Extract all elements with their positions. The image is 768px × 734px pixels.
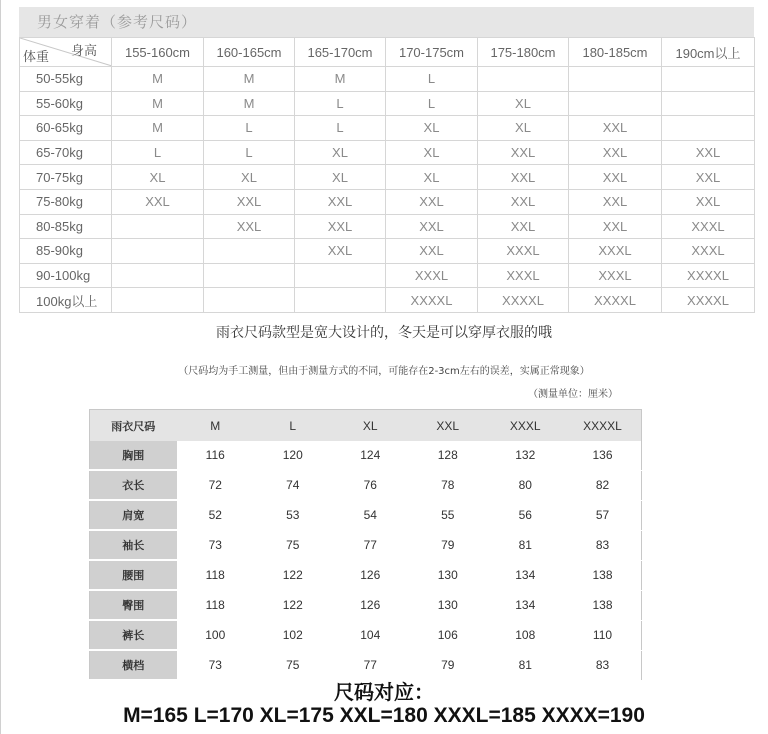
measurement-value: 78 bbox=[409, 470, 487, 500]
measurement-label: 横档 bbox=[90, 650, 177, 680]
size-cell: XXL bbox=[569, 165, 662, 190]
size-cell: XXL bbox=[204, 189, 295, 214]
size-cell: XL bbox=[386, 116, 478, 141]
table-row bbox=[20, 239, 755, 264]
measurement-value: 74 bbox=[254, 470, 332, 500]
measurement-label: 裤长 bbox=[90, 620, 177, 650]
size-recommendation-table bbox=[19, 37, 755, 313]
size-cell bbox=[112, 214, 204, 239]
size-cell: XXL bbox=[386, 239, 478, 264]
size-cell: XXXL bbox=[478, 239, 569, 264]
weight-label: 90-100kg bbox=[20, 263, 112, 288]
size-cell: XL bbox=[386, 140, 478, 165]
measurement-value: 55 bbox=[409, 500, 487, 530]
measurement-value: 108 bbox=[487, 620, 565, 650]
table-row bbox=[20, 140, 755, 165]
height-header: 170-175cm bbox=[386, 38, 478, 67]
size-header: L bbox=[254, 410, 332, 442]
fit-note: 雨衣尺码款型是宽大设计的，冬天是可以穿厚衣服的哦 bbox=[216, 325, 552, 341]
table-row bbox=[20, 189, 755, 214]
weight-label: 80-85kg bbox=[20, 214, 112, 239]
size-cell: M bbox=[112, 67, 204, 92]
measurement-value: 102 bbox=[254, 620, 332, 650]
measurement-value: 80 bbox=[487, 470, 565, 500]
measurement-value: 53 bbox=[254, 500, 332, 530]
measurement-value: 106 bbox=[409, 620, 487, 650]
measurement-value: 116 bbox=[177, 441, 255, 470]
weight-label: 60-65kg bbox=[20, 116, 112, 141]
measurement-value: 126 bbox=[332, 590, 410, 620]
measurement-row bbox=[90, 530, 642, 560]
weight-axis-label: 体重 bbox=[23, 49, 50, 64]
size-cell: XXXL bbox=[662, 239, 755, 264]
measurement-label: 臀围 bbox=[90, 590, 177, 620]
table-row bbox=[20, 116, 755, 141]
corner-cell bbox=[20, 38, 112, 67]
size-cell bbox=[204, 288, 295, 313]
measurement-value: 100 bbox=[177, 620, 255, 650]
size-cell: L bbox=[295, 91, 386, 116]
measurement-label: 腰围 bbox=[90, 560, 177, 590]
size-cell: M bbox=[204, 67, 295, 92]
size-cell: XXXXL bbox=[662, 288, 755, 313]
size-cell: XXL bbox=[478, 189, 569, 214]
size-cell bbox=[662, 116, 755, 141]
measurement-value: 110 bbox=[564, 620, 642, 650]
size-cell: M bbox=[112, 116, 204, 141]
size-cell: XXXXL bbox=[478, 288, 569, 313]
measurement-value: 82 bbox=[564, 470, 642, 500]
table-row bbox=[20, 288, 755, 313]
size-cell bbox=[112, 288, 204, 313]
measurement-label: 衣长 bbox=[90, 470, 177, 500]
size-cell: XL bbox=[112, 165, 204, 190]
weight-label: 85-90kg bbox=[20, 239, 112, 264]
measurement-disclaimer: （尺码均为手工测量，但由于测量方式的不同，可能存在2-3cm左右的误差，实属正常现象） bbox=[178, 366, 590, 377]
measurement-value: 124 bbox=[332, 441, 410, 470]
size-cell bbox=[112, 239, 204, 264]
unit-note: （测量单位：厘米） bbox=[528, 389, 618, 400]
weight-label: 55-60kg bbox=[20, 91, 112, 116]
measurement-value: 104 bbox=[332, 620, 410, 650]
size-cell: L bbox=[112, 140, 204, 165]
measurement-value: 73 bbox=[177, 650, 255, 680]
size-cell bbox=[478, 67, 569, 92]
size-cell bbox=[204, 263, 295, 288]
size-cell: XXL bbox=[295, 189, 386, 214]
size-header-row bbox=[90, 410, 642, 442]
measurement-label: 肩宽 bbox=[90, 500, 177, 530]
size-cell bbox=[569, 67, 662, 92]
size-cell: XXXXL bbox=[569, 288, 662, 313]
size-cell: XXL bbox=[478, 140, 569, 165]
measurement-row bbox=[90, 620, 642, 650]
measurement-value: 72 bbox=[177, 470, 255, 500]
size-cell: XXXL bbox=[569, 263, 662, 288]
measurement-value: 79 bbox=[409, 530, 487, 560]
measurement-value: 118 bbox=[177, 560, 255, 590]
size-header: XXXL bbox=[487, 410, 565, 442]
measurement-value: 83 bbox=[564, 650, 642, 680]
size-cell: XXL bbox=[662, 189, 755, 214]
measurement-value: 126 bbox=[332, 560, 410, 590]
measurement-row bbox=[90, 441, 642, 470]
size-cell: L bbox=[386, 91, 478, 116]
measurement-row bbox=[90, 590, 642, 620]
size-cell: XXL bbox=[295, 214, 386, 239]
size-header: M bbox=[177, 410, 255, 442]
size-cell: M bbox=[204, 91, 295, 116]
measurement-value: 81 bbox=[487, 530, 565, 560]
size-cell: XXL bbox=[569, 189, 662, 214]
height-header: 155-160cm bbox=[112, 38, 204, 67]
size-cell: L bbox=[204, 116, 295, 141]
raincoat-measurement-table bbox=[89, 409, 642, 681]
size-cell: L bbox=[386, 67, 478, 92]
size-cell: XL bbox=[295, 140, 386, 165]
measurement-value: 120 bbox=[254, 441, 332, 470]
measurement-value: 79 bbox=[409, 650, 487, 680]
measurement-value: 134 bbox=[487, 560, 565, 590]
size-cell: XXL bbox=[569, 214, 662, 239]
weight-label: 100kg以上 bbox=[20, 288, 112, 313]
weight-label: 50-55kg bbox=[20, 67, 112, 92]
size-cell bbox=[662, 91, 755, 116]
size-cell bbox=[112, 263, 204, 288]
size-cell: XXXL bbox=[569, 239, 662, 264]
size-cell: M bbox=[295, 67, 386, 92]
measurement-value: 132 bbox=[487, 441, 565, 470]
size-cell: XL bbox=[386, 165, 478, 190]
size-correspondence-title: 尺码对应： bbox=[334, 680, 434, 704]
size-cell: XXL bbox=[662, 165, 755, 190]
measurement-row bbox=[90, 470, 642, 500]
height-weight-size-chart bbox=[19, 7, 754, 313]
measurement-value: 54 bbox=[332, 500, 410, 530]
size-header: XXXXL bbox=[564, 410, 642, 442]
size-cell: M bbox=[112, 91, 204, 116]
size-cell bbox=[662, 67, 755, 92]
measurement-value: 52 bbox=[177, 500, 255, 530]
measurement-row bbox=[90, 560, 642, 590]
size-correspondence-line: M=165 L=170 XL=175 XXL=180 XXXL=185 XXXX=190 bbox=[123, 704, 645, 727]
height-axis-label: 身高 bbox=[70, 43, 97, 58]
table-row bbox=[20, 165, 755, 190]
measurement-value: 122 bbox=[254, 590, 332, 620]
size-cell: L bbox=[295, 116, 386, 141]
height-header: 175-180cm bbox=[478, 38, 569, 67]
size-cell: XXXL bbox=[662, 214, 755, 239]
size-cell: XL bbox=[478, 116, 569, 141]
measurement-value: 130 bbox=[409, 590, 487, 620]
size-header: XL bbox=[332, 410, 410, 442]
measurement-value: 57 bbox=[564, 500, 642, 530]
measurement-value: 73 bbox=[177, 530, 255, 560]
height-header: 160-165cm bbox=[204, 38, 295, 67]
size-cell: XL bbox=[478, 91, 569, 116]
size-cell: XXL bbox=[386, 214, 478, 239]
size-cell: XXL bbox=[569, 140, 662, 165]
weight-label: 65-70kg bbox=[20, 140, 112, 165]
size-header: XXL bbox=[409, 410, 487, 442]
size-cell: XXXXL bbox=[662, 263, 755, 288]
height-header: 180-185cm bbox=[569, 38, 662, 67]
measurement-value: 130 bbox=[409, 560, 487, 590]
measurement-value: 134 bbox=[487, 590, 565, 620]
chart-title: 男女穿着（参考尺码） bbox=[19, 7, 754, 37]
measurement-value: 138 bbox=[564, 590, 642, 620]
size-cell: XL bbox=[295, 165, 386, 190]
measurement-value: 136 bbox=[564, 441, 642, 470]
measurement-value: 81 bbox=[487, 650, 565, 680]
size-cell: XXL bbox=[569, 116, 662, 141]
height-header: 190cm以上 bbox=[662, 38, 755, 67]
size-cell: XXL bbox=[478, 165, 569, 190]
size-cell: XL bbox=[204, 165, 295, 190]
measurement-value: 76 bbox=[332, 470, 410, 500]
table-row bbox=[20, 263, 755, 288]
size-cell: XXXL bbox=[386, 263, 478, 288]
measurement-row bbox=[90, 500, 642, 530]
measurement-value: 118 bbox=[177, 590, 255, 620]
size-cell: XXL bbox=[386, 189, 478, 214]
size-cell: XXL bbox=[478, 214, 569, 239]
measurement-value: 77 bbox=[332, 530, 410, 560]
measurement-value: 138 bbox=[564, 560, 642, 590]
size-cell: XXL bbox=[295, 239, 386, 264]
size-cell: XXXXL bbox=[386, 288, 478, 313]
size-cell: L bbox=[204, 140, 295, 165]
size-cell: XXXL bbox=[478, 263, 569, 288]
measurement-value: 75 bbox=[254, 650, 332, 680]
measurement-label: 袖长 bbox=[90, 530, 177, 560]
measurement-value: 56 bbox=[487, 500, 565, 530]
size-cell: XXL bbox=[204, 214, 295, 239]
measurement-value: 128 bbox=[409, 441, 487, 470]
measurement-value: 77 bbox=[332, 650, 410, 680]
corner-label: 雨衣尺码 bbox=[90, 410, 177, 442]
table-row bbox=[20, 214, 755, 239]
measurement-value: 122 bbox=[254, 560, 332, 590]
size-cell bbox=[295, 288, 386, 313]
size-cell bbox=[204, 239, 295, 264]
table-row bbox=[20, 91, 755, 116]
size-cell bbox=[569, 91, 662, 116]
measurement-value: 83 bbox=[564, 530, 642, 560]
height-header: 165-170cm bbox=[295, 38, 386, 67]
measurement-label: 胸围 bbox=[90, 441, 177, 470]
height-header-row bbox=[20, 38, 755, 67]
weight-label: 75-80kg bbox=[20, 189, 112, 214]
weight-label: 70-75kg bbox=[20, 165, 112, 190]
size-cell: XXL bbox=[662, 140, 755, 165]
size-cell: XXL bbox=[112, 189, 204, 214]
measurement-value: 75 bbox=[254, 530, 332, 560]
table-row bbox=[20, 67, 755, 92]
size-cell bbox=[295, 263, 386, 288]
